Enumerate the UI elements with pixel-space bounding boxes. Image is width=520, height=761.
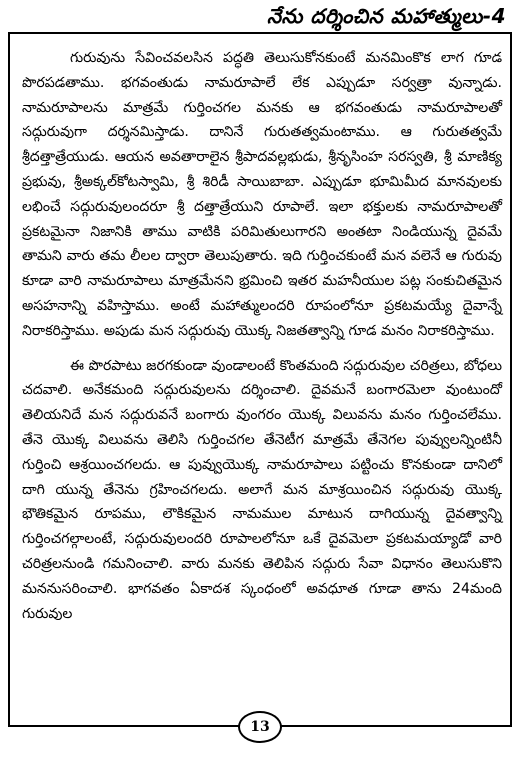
page-border-left <box>8 32 10 727</box>
page-border-right <box>510 32 512 727</box>
running-header: నేను దర్శించిన మహాత్ములు-4 <box>266 4 506 28</box>
page-number: 13 <box>238 711 282 743</box>
page-border-top <box>8 32 512 34</box>
paragraph-1: గురువును సేవించవలసిన పద్ధతి తెలుసుకోనకుంటే మనమింకొక లాగ గూడ పొరపడతాము. భగవంతుడు నామరూపాలే లేక ఎప్పుడూ సర్వత్రా వున్నాడు. నామరూపాలను మాత్రమే గుర్తించగల మనకు ఆ భగవంతుడు నామరూపాలతో సద్గురువుగా దర్శనమిస్తాడు. దానినే గురుతత్వమంటాము. ఆ గురుతత్వమే శ్రీదత్తాత్రేయుడు. ఆయన అవతారాలైన శ్రీపాదవల్లభుడు, శ్రీనృసింహ సరస్వతి, శ్రీ మాణిక్య ప్రభువు, శ్రీఅక్కల్‌కోటస్వామి, శ్రీ శిరిడీ సాయిబాబా. ఎప్పుడూ భూమిమీద మానవులకు లభించే సద్గురువులందరూ శ్రీ దత్తాత్రేయుని రూపాలే. ఇలా భక్తులకు నామరూపాలతో ప్రకటమైనా నిజానికి తాము వాటికి పరిమితులుగారని అంతటా నిండియున్న దైవమే తామని వారు తమ లీలల ద్వారా తెలుపుతారు. ఇది గుర్తించకుంటే మన వలెనే ఆ గురువు కూడా వారి నామరూపాలు మాత్రమేనని భ్రమించి ఇతర మహనీయుల పట్ల సంకుచితమైన అసహనాన్ని వహిస్తాము. అంటే మహాత్ములందరి రూపంలోనూ ప్రకటమయ్యే దైవాన్నే నిరాకరిస్తాము. అపుడు మన సద్గురువు యొక్క నిజతత్వాన్ని గూడ మనం నిరాకరిస్తాము. <box>22 50 502 339</box>
body-text <box>22 46 502 626</box>
paragraph-2: ఈ పొరపాటు జరగకుండా వుండాలంటే కొంతమంది సద్గురువుల చరిత్రలు, బోధలు చదవాలి. అనేకమంది సద్గురువులను దర్శించాలి. దైవమనే బంగారమెలా వుంటుందో తెలియనిదే మన సద్గురువనే బంగారు వుంగరం యొక్క విలువను మనం గుర్తించలేము. తేనె యొక్క విలువను తెలిసి గుర్తించగల తేనెటీగ మాత్రమే తేనెగల పువ్వులన్నింటినీ గుర్తించి ఆశ్రయించగలదు. ఆ పువ్వుయొక్క నామరూపాలు పట్టించు కొనకుండా దానిలో దాగి యున్న తేనెను గ్రహించగలదు. అలాగే మన మాశ్రయించిన సద్గురువు యొక్క భౌతికమైన రూపము, లౌకికమైన నామముల మాటున దాగియున్న దైవత్వాన్ని గుర్తించగల్గాలంటే, సద్గురువులందరి రూపాలలోనూ ఒకే దైవమెలా ప్రకటమయ్యాడో వారి చరిత్రలనుండి గమనించాలి. వారు మనకు తెలిపిన సద్గురు సేవా విధానం తెలుసుకొని మననుసరించాలి. భాగవతం ఏకాదశ స్కంధంలో అవధూత గూడా తాను 24మంది గురువుల <box>22 357 502 622</box>
